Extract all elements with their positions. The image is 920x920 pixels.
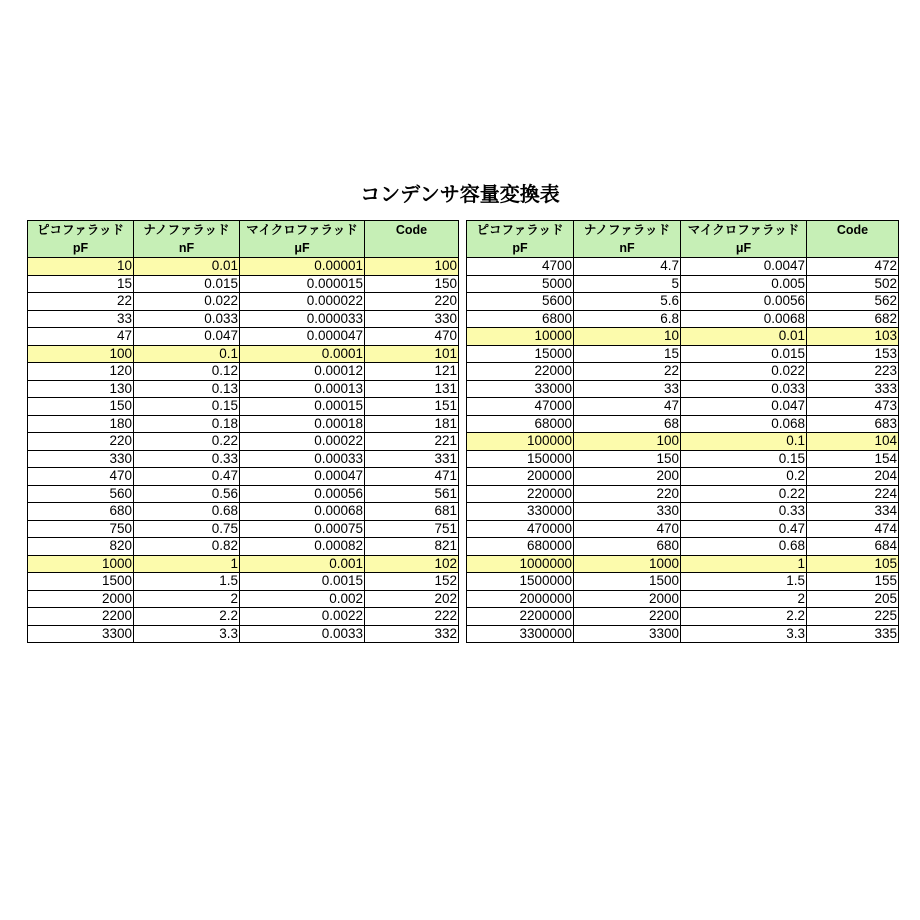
code-cell: 181: [365, 415, 459, 433]
nf-cell: 4.7: [574, 258, 681, 276]
table-row: [467, 625, 899, 643]
table-row: [28, 485, 459, 503]
pf-cell: 470000: [467, 520, 574, 538]
uf-cell: 0.68: [681, 538, 807, 556]
uf-cell: 0.01: [681, 328, 807, 346]
header-uf-label: マイクロファラッド: [681, 221, 807, 240]
code-cell: 502: [807, 275, 899, 293]
uf-cell: 0.0001: [240, 345, 365, 363]
nf-cell: 3300: [574, 625, 681, 643]
nf-cell: 6.8: [574, 310, 681, 328]
header-uf-label: マイクロファラッド: [240, 221, 365, 240]
header-pf-label: ピコファラッド: [467, 221, 574, 240]
table-row: [467, 415, 899, 433]
header-code-unit: [365, 240, 459, 258]
table-row: [467, 485, 899, 503]
nf-cell: 0.33: [134, 450, 240, 468]
code-cell: 682: [807, 310, 899, 328]
table-row: [28, 258, 459, 276]
nf-cell: 2: [134, 590, 240, 608]
code-cell: 153: [807, 345, 899, 363]
table-row: [467, 275, 899, 293]
uf-cell: 0.0022: [240, 608, 365, 626]
pf-cell: 220: [28, 433, 134, 451]
table-row: [28, 520, 459, 538]
nf-cell: 470: [574, 520, 681, 538]
table-row: [467, 573, 899, 591]
code-cell: 152: [365, 573, 459, 591]
pf-cell: 1000: [28, 555, 134, 573]
pf-cell: 330000: [467, 503, 574, 521]
pf-cell: 5000: [467, 275, 574, 293]
table-row: [28, 450, 459, 468]
nf-cell: 47: [574, 398, 681, 416]
code-cell: 155: [807, 573, 899, 591]
nf-cell: 150: [574, 450, 681, 468]
uf-cell: 3.3: [681, 625, 807, 643]
code-cell: 104: [807, 433, 899, 451]
uf-cell: 0.00018: [240, 415, 365, 433]
nf-cell: 330: [574, 503, 681, 521]
pf-cell: 6800: [467, 310, 574, 328]
uf-cell: 0.00082: [240, 538, 365, 556]
pf-cell: 150000: [467, 450, 574, 468]
uf-cell: 0.000022: [240, 293, 365, 311]
code-cell: 100: [365, 258, 459, 276]
table-row: [467, 555, 899, 573]
uf-cell: 0.047: [681, 398, 807, 416]
pf-cell: 200000: [467, 468, 574, 486]
nf-cell: 1000: [574, 555, 681, 573]
uf-cell: 0.0056: [681, 293, 807, 311]
table-row: [467, 345, 899, 363]
pf-cell: 3300000: [467, 625, 574, 643]
uf-cell: 0.002: [240, 590, 365, 608]
code-cell: 561: [365, 485, 459, 503]
code-cell: 204: [807, 468, 899, 486]
nf-cell: 680: [574, 538, 681, 556]
code-cell: 103: [807, 328, 899, 346]
uf-cell: 0.00056: [240, 485, 365, 503]
table-row: [28, 608, 459, 626]
code-cell: 224: [807, 485, 899, 503]
pf-cell: 5600: [467, 293, 574, 311]
uf-cell: 0.00015: [240, 398, 365, 416]
uf-cell: 0.00012: [240, 363, 365, 381]
nf-cell: 1.5: [134, 573, 240, 591]
pf-cell: 560: [28, 485, 134, 503]
code-cell: 102: [365, 555, 459, 573]
code-cell: 101: [365, 345, 459, 363]
nf-cell: 0.047: [134, 328, 240, 346]
table-row: [28, 590, 459, 608]
nf-cell: 5.6: [574, 293, 681, 311]
uf-cell: 0.15: [681, 450, 807, 468]
header-code-unit: [807, 240, 899, 258]
table-row: [28, 328, 459, 346]
code-cell: 223: [807, 363, 899, 381]
code-cell: 202: [365, 590, 459, 608]
code-cell: 684: [807, 538, 899, 556]
table-row: [467, 363, 899, 381]
pf-cell: 22: [28, 293, 134, 311]
uf-cell: 0.0047: [681, 258, 807, 276]
pf-cell: 680000: [467, 538, 574, 556]
header-nf-unit: nF: [574, 240, 681, 258]
table-row: [467, 538, 899, 556]
header-pf-label: ピコファラッド: [28, 221, 134, 240]
table-row: [467, 468, 899, 486]
conversion-table-right: [466, 220, 899, 643]
table-row: [467, 503, 899, 521]
nf-cell: 0.15: [134, 398, 240, 416]
header-code-label: Code: [365, 221, 459, 240]
table-row: [28, 310, 459, 328]
code-cell: 683: [807, 415, 899, 433]
table-row: [467, 310, 899, 328]
uf-cell: 0.001: [240, 555, 365, 573]
table-row: [467, 608, 899, 626]
uf-cell: 0.00047: [240, 468, 365, 486]
nf-cell: 2.2: [134, 608, 240, 626]
pf-cell: 130: [28, 380, 134, 398]
table-row: [467, 258, 899, 276]
table-row: [467, 293, 899, 311]
table-row: [467, 520, 899, 538]
pf-cell: 100000: [467, 433, 574, 451]
uf-cell: 0.0015: [240, 573, 365, 591]
uf-cell: 0.022: [681, 363, 807, 381]
code-cell: 471: [365, 468, 459, 486]
pf-cell: 10000: [467, 328, 574, 346]
uf-cell: 0.47: [681, 520, 807, 538]
nf-cell: 0.13: [134, 380, 240, 398]
uf-cell: 0.22: [681, 485, 807, 503]
code-cell: 225: [807, 608, 899, 626]
table-row: [28, 538, 459, 556]
code-cell: 222: [365, 608, 459, 626]
table-row: [28, 293, 459, 311]
code-cell: 131: [365, 380, 459, 398]
table-body-left: [28, 258, 459, 643]
nf-cell: 100: [574, 433, 681, 451]
table-row: [467, 433, 899, 451]
table-row: [28, 345, 459, 363]
header-nf-unit: nF: [134, 240, 240, 258]
nf-cell: 22: [574, 363, 681, 381]
pf-cell: 15000: [467, 345, 574, 363]
nf-cell: 0.1: [134, 345, 240, 363]
code-cell: 562: [807, 293, 899, 311]
pf-cell: 3300: [28, 625, 134, 643]
uf-cell: 0.0068: [681, 310, 807, 328]
code-cell: 474: [807, 520, 899, 538]
nf-cell: 2000: [574, 590, 681, 608]
code-cell: 332: [365, 625, 459, 643]
table-row: [28, 415, 459, 433]
code-cell: 335: [807, 625, 899, 643]
code-cell: 333: [807, 380, 899, 398]
table-row: [467, 450, 899, 468]
table-row: [28, 433, 459, 451]
table-row: [28, 363, 459, 381]
uf-cell: 0.00022: [240, 433, 365, 451]
nf-cell: 0.75: [134, 520, 240, 538]
code-cell: 470: [365, 328, 459, 346]
nf-cell: 0.82: [134, 538, 240, 556]
table-body-right: [467, 258, 899, 643]
code-cell: 220: [365, 293, 459, 311]
pf-cell: 2200: [28, 608, 134, 626]
uf-cell: 0.015: [681, 345, 807, 363]
pf-cell: 15: [28, 275, 134, 293]
nf-cell: 0.68: [134, 503, 240, 521]
header-pf-unit: pF: [28, 240, 134, 258]
code-cell: 473: [807, 398, 899, 416]
nf-cell: 0.22: [134, 433, 240, 451]
header-uf-unit: μF: [681, 240, 807, 258]
nf-cell: 0.022: [134, 293, 240, 311]
pf-cell: 680: [28, 503, 134, 521]
code-cell: 331: [365, 450, 459, 468]
nf-cell: 3.3: [134, 625, 240, 643]
code-cell: 105: [807, 555, 899, 573]
table-row: [28, 468, 459, 486]
uf-cell: 0.00001: [240, 258, 365, 276]
pf-cell: 1000000: [467, 555, 574, 573]
code-cell: 121: [365, 363, 459, 381]
nf-cell: 68: [574, 415, 681, 433]
code-cell: 751: [365, 520, 459, 538]
table-row: [467, 398, 899, 416]
table-row: [28, 380, 459, 398]
pf-cell: 150: [28, 398, 134, 416]
uf-cell: 0.005: [681, 275, 807, 293]
nf-cell: 5: [574, 275, 681, 293]
code-cell: 154: [807, 450, 899, 468]
code-cell: 472: [807, 258, 899, 276]
nf-cell: 10: [574, 328, 681, 346]
uf-cell: 0.000033: [240, 310, 365, 328]
nf-cell: 0.015: [134, 275, 240, 293]
pf-cell: 4700: [467, 258, 574, 276]
uf-cell: 0.00068: [240, 503, 365, 521]
code-cell: 150: [365, 275, 459, 293]
code-cell: 821: [365, 538, 459, 556]
nf-cell: 0.18: [134, 415, 240, 433]
pf-cell: 750: [28, 520, 134, 538]
pf-cell: 33000: [467, 380, 574, 398]
uf-cell: 2: [681, 590, 807, 608]
table-row: [28, 573, 459, 591]
uf-cell: 1.5: [681, 573, 807, 591]
pf-cell: 470: [28, 468, 134, 486]
pf-cell: 47: [28, 328, 134, 346]
code-cell: 681: [365, 503, 459, 521]
pf-cell: 2200000: [467, 608, 574, 626]
uf-cell: 0.0033: [240, 625, 365, 643]
uf-cell: 0.33: [681, 503, 807, 521]
uf-cell: 0.2: [681, 468, 807, 486]
code-cell: 221: [365, 433, 459, 451]
pf-cell: 10: [28, 258, 134, 276]
nf-cell: 2200: [574, 608, 681, 626]
pf-cell: 180: [28, 415, 134, 433]
table-row: [28, 625, 459, 643]
header-pf-unit: pF: [467, 240, 574, 258]
pf-cell: 220000: [467, 485, 574, 503]
uf-cell: 0.00075: [240, 520, 365, 538]
table-row: [467, 328, 899, 346]
pf-cell: 100: [28, 345, 134, 363]
nf-cell: 15: [574, 345, 681, 363]
pf-cell: 1500: [28, 573, 134, 591]
nf-cell: 1500: [574, 573, 681, 591]
pf-cell: 2000000: [467, 590, 574, 608]
code-cell: 205: [807, 590, 899, 608]
pf-cell: 22000: [467, 363, 574, 381]
table-row: [28, 503, 459, 521]
header-nf-label: ナノファラッド: [134, 221, 240, 240]
table-row: [28, 555, 459, 573]
nf-cell: 33: [574, 380, 681, 398]
uf-cell: 0.068: [681, 415, 807, 433]
table-row: [467, 590, 899, 608]
header-nf-label: ナノファラッド: [574, 221, 681, 240]
uf-cell: 1: [681, 555, 807, 573]
header-code-label: Code: [807, 221, 899, 240]
table-row: [28, 398, 459, 416]
header-uf-unit: μF: [240, 240, 365, 258]
pf-cell: 68000: [467, 415, 574, 433]
pf-cell: 47000: [467, 398, 574, 416]
pf-cell: 820: [28, 538, 134, 556]
uf-cell: 0.033: [681, 380, 807, 398]
nf-cell: 220: [574, 485, 681, 503]
pf-cell: 33: [28, 310, 134, 328]
uf-cell: 0.00033: [240, 450, 365, 468]
pf-cell: 1500000: [467, 573, 574, 591]
nf-cell: 200: [574, 468, 681, 486]
code-cell: 334: [807, 503, 899, 521]
pf-cell: 120: [28, 363, 134, 381]
uf-cell: 0.1: [681, 433, 807, 451]
nf-cell: 1: [134, 555, 240, 573]
nf-cell: 0.12: [134, 363, 240, 381]
uf-cell: 0.000047: [240, 328, 365, 346]
table-row: [467, 380, 899, 398]
conversion-table-left: [27, 220, 459, 643]
uf-cell: 0.000015: [240, 275, 365, 293]
code-cell: 330: [365, 310, 459, 328]
table-row: [28, 275, 459, 293]
uf-cell: 2.2: [681, 608, 807, 626]
nf-cell: 0.033: [134, 310, 240, 328]
nf-cell: 0.47: [134, 468, 240, 486]
uf-cell: 0.00013: [240, 380, 365, 398]
pf-cell: 330: [28, 450, 134, 468]
nf-cell: 0.01: [134, 258, 240, 276]
code-cell: 151: [365, 398, 459, 416]
nf-cell: 0.56: [134, 485, 240, 503]
page-title: コンデンサ容量変換表: [360, 182, 560, 206]
pf-cell: 2000: [28, 590, 134, 608]
